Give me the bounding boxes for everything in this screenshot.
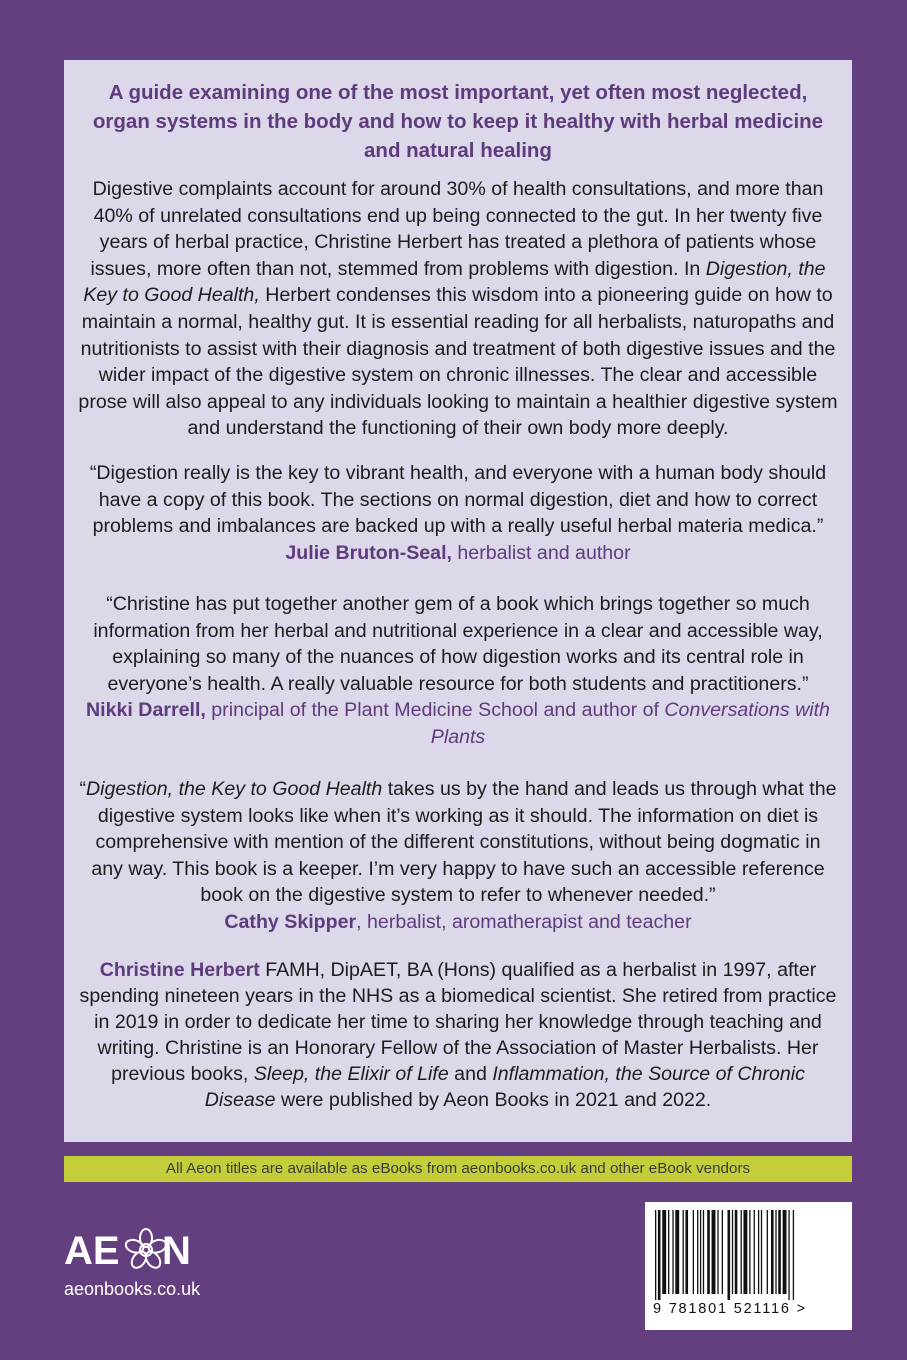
publisher-url: aeonbooks.co.uk xyxy=(64,1279,201,1299)
quote-author-role: herbalist and author xyxy=(451,541,631,564)
endorsement-quote xyxy=(78,460,838,566)
quote-book-title: Digestion, the Key to Good Health xyxy=(86,778,383,800)
barcode-bar xyxy=(717,1210,718,1294)
quote-author: Nikki Darrell, xyxy=(86,699,206,722)
barcode-bar xyxy=(735,1210,738,1294)
quote-author-book-title: Conversations with Plants xyxy=(430,699,830,748)
barcode-bar xyxy=(749,1210,750,1294)
barcode-bar xyxy=(703,1210,704,1294)
publisher-logo xyxy=(64,1220,214,1310)
author-bio xyxy=(78,958,838,1113)
barcode-bar xyxy=(707,1210,710,1294)
barcode-bar xyxy=(778,1210,781,1294)
barcode-bar xyxy=(761,1210,762,1294)
quote-text: “Digestion really is the key to vibrant health, and everyone with a human body should have a copy of this book. The sections on normal digestion, diet and how to correct problems and imbalances are backed up with a really useful herbal materia medica.” xyxy=(89,462,827,538)
quote-text: “Christine has put together another gem of a book which brings together so much information from her herbal and nutritional experience in a clear and accessible way, explaining so many of the nuances of how digestion works and its central role in everyone’s health. A really valuable resource for both students and practitioners.” xyxy=(93,593,823,695)
quote-author-role: , herbalist, aromatherapist and teacher xyxy=(356,910,692,933)
isbn-barcode xyxy=(645,1202,852,1330)
logo-letters: AE xyxy=(64,1229,120,1273)
barcode-bar xyxy=(743,1210,747,1294)
barcode-bar xyxy=(793,1210,794,1300)
quote-author-role: principal of the Plant Medicine School and author of xyxy=(205,699,665,722)
barcode-bar xyxy=(683,1210,684,1294)
barcode-bar xyxy=(697,1210,698,1294)
barcode-bar xyxy=(728,1210,731,1300)
bio-text: FAMH, DipAET, BA (Hons) qualified as a herbalist in 1997, after spending nineteen years in the NHS as a biomedical scientist. She retired from practice in 2019 in order to dedicate her time to sharing her knowledge through teaching and writing. Christine is an Honorary Fellow of the Association of Master Herbalists. Her previous books, xyxy=(79,959,837,1085)
aeon-logo-icon xyxy=(64,1220,214,1280)
barcode-bar xyxy=(672,1210,673,1294)
description-book-title: Digestion, the Key to Good Health, xyxy=(83,257,826,307)
barcode-bar xyxy=(658,1210,661,1300)
barcode-bar xyxy=(767,1210,768,1294)
barcode-bar xyxy=(685,1210,688,1294)
barcode-bar xyxy=(783,1210,787,1294)
barcode-bar xyxy=(788,1210,789,1300)
quote-author: Julie Bruton-Seal, xyxy=(285,541,452,564)
barcode-bar xyxy=(741,1210,742,1294)
barcode-bar xyxy=(668,1210,669,1294)
barcode-bar xyxy=(662,1210,666,1294)
description-text: Digestive complaints account for around 30% of health consultations, and more than 40% of unrelated consultations end up being connected to the gut. In her twenty five years of herbal practice, Christine Herbert has treated a plethora of patients whose issues, more often than not, stemmed from problems with digestion. In xyxy=(90,178,824,280)
barcode-bar xyxy=(758,1210,759,1294)
barcode-bar xyxy=(693,1210,694,1294)
barcode-digits: 9 781801 521116 > xyxy=(653,1301,807,1317)
barcode-bar xyxy=(732,1210,733,1294)
barcode-bar xyxy=(712,1210,716,1294)
barcode-bar xyxy=(655,1210,656,1300)
barcode-bar xyxy=(675,1210,679,1294)
bio-author-name: Christine Herbert xyxy=(99,959,260,981)
barcode-bars xyxy=(645,1202,852,1302)
cover-headline: A guide examining one of the most important, yet often most neglected, organ systems in the body and how to keep it healthy with herbal medicine and natural healing xyxy=(92,81,824,162)
back-cover-text-panel xyxy=(64,60,852,1142)
barcode-bar xyxy=(754,1210,755,1294)
logo-letters: N xyxy=(162,1229,191,1273)
barcode-bar xyxy=(700,1210,701,1294)
endorsement-quote xyxy=(78,591,838,751)
barcode-bar xyxy=(771,1210,774,1294)
quote-author: Cathy Skipper xyxy=(224,910,357,933)
quote-open-mark: “ xyxy=(79,778,86,800)
barcode-bar xyxy=(722,1210,723,1294)
description-text-rest: Herbert condenses this wisdom into a pioneering guide on how to maintain a normal, healthy gut. It is essential reading for all herbalists, naturopaths and nutritionists to assist with their diagnosis and treatment of both digestive issues and the wider impact of the digestive system on chronic illnesses. The clear and accessible prose will also appeal to any individuals looking to maintain a healthier digestive system and understand the functioning of their own body more deeply. xyxy=(78,284,838,440)
quote-text: takes us by the hand and leads us through what the digestive system looks like when it’s working as it should. The information on diet is comprehensive with mention of the different constitutions, without being dogmatic in any way. This book is a keeper. I’m very happy to have such an accessible reference book on the digestive system to refer to whenever needed.” xyxy=(91,778,837,907)
book-description xyxy=(78,176,838,442)
endorsement-quote xyxy=(78,776,838,936)
barcode-bar xyxy=(775,1210,776,1294)
bio-book-title: Inflammation, the Source of Chronic Disease xyxy=(204,1062,805,1111)
bio-book-title: Sleep, the Elixir of Life xyxy=(253,1062,449,1085)
bio-text: and xyxy=(448,1062,493,1085)
bio-text: were published by Aeon Books in 2021 and 2022. xyxy=(275,1088,712,1111)
ebook-availability-band: All Aeon titles are available as eBooks from aeonbooks.co.uk and other eBook vendors xyxy=(64,1156,852,1182)
